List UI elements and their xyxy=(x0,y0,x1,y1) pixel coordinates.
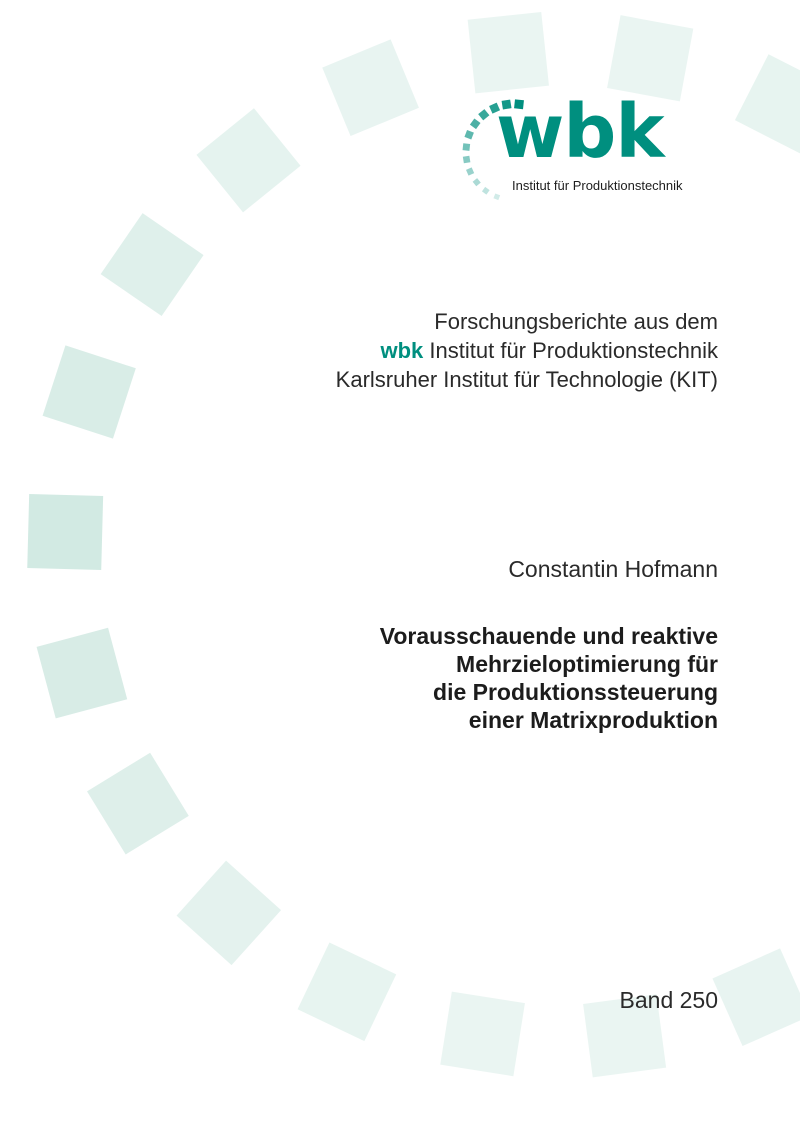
arc-square xyxy=(440,992,525,1077)
logo-ring-dot xyxy=(473,178,481,186)
logo-ring-dot xyxy=(463,156,471,164)
series-line-3: Karlsruher Institut für Technologie (KIT) xyxy=(335,367,718,392)
arc-square xyxy=(298,942,397,1041)
arc-square xyxy=(43,345,136,438)
arc-square xyxy=(196,108,300,212)
series-wbk-accent: wbk xyxy=(380,338,424,363)
arc-square xyxy=(322,39,419,136)
series-line-1: Forschungsberichte aus dem xyxy=(434,309,718,334)
series-info xyxy=(336,307,718,394)
logo-wordmark: wbk xyxy=(496,89,664,175)
author-name: Constantin Hofmann xyxy=(508,556,718,582)
logo-ring-dot xyxy=(466,167,474,175)
book-title xyxy=(380,622,718,734)
logo-subtitle: Institut für Produktionstechnik xyxy=(512,178,683,193)
logo-ring-dot xyxy=(478,109,489,120)
arc-square xyxy=(37,628,128,719)
arc-square xyxy=(87,753,189,855)
arc-square xyxy=(27,494,103,570)
arc-square xyxy=(712,948,800,1046)
wbk-logo xyxy=(452,89,722,212)
volume-number: Band 250 xyxy=(619,987,718,1013)
arc-square xyxy=(177,861,282,966)
logo-ring-dot xyxy=(463,143,471,151)
arc-square xyxy=(735,54,800,154)
title-line: die Produktionssteuerung xyxy=(433,679,718,705)
title-line: Mehrzieloptimierung für xyxy=(456,651,718,677)
arc-square xyxy=(468,12,549,93)
arc-square xyxy=(101,213,204,316)
title-line: Vorausschauende und reaktive xyxy=(379,623,718,649)
title-line: einer Matrixproduktion xyxy=(468,707,718,733)
series-line-2 xyxy=(336,336,718,365)
series-institute: Institut für Produktionstechnik xyxy=(423,338,718,363)
logo-ring-dot xyxy=(482,187,490,195)
logo-ring-dot xyxy=(493,193,500,200)
logo-ring-dot xyxy=(470,118,481,129)
logo-ring-dot xyxy=(464,130,473,139)
